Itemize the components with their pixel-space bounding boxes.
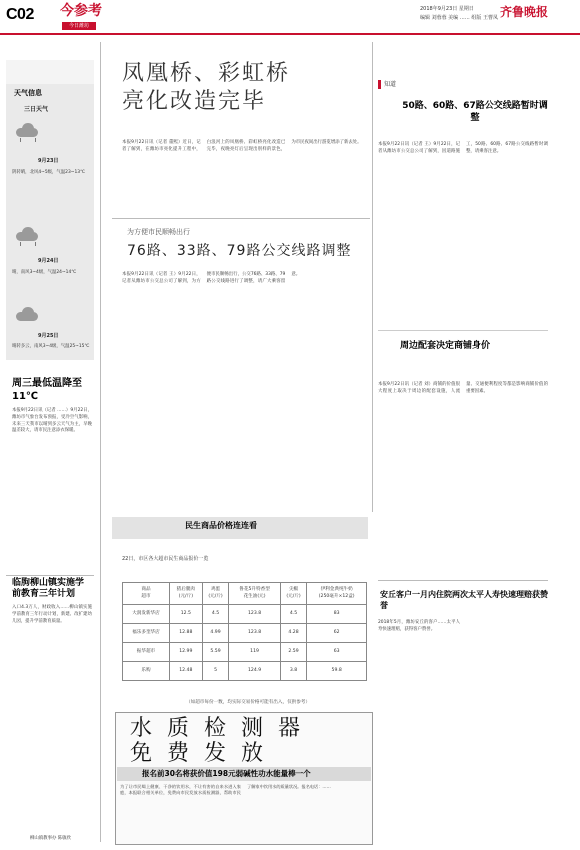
table-cell: 83 (307, 605, 367, 624)
weather-day-1-text: 阴转晴，北风4~5级，气温23~13℃ (12, 170, 85, 175)
price-table-header-row (123, 583, 367, 605)
cloud-rain-icon (14, 122, 42, 138)
table-cell: 62 (307, 624, 367, 643)
weather-section-title: 天气信息 (14, 89, 42, 97)
editor-credits: 编辑 刘蓉蓉 美编 …… 组版 王曹凤 (420, 15, 498, 21)
ad-headline-line-1: 水 质 检 测 器 (130, 716, 304, 741)
price-table (122, 582, 367, 681)
left-divider (6, 575, 94, 576)
right-divider (378, 330, 548, 331)
weather-article-body: 本报9月22日讯（记者 ……）9月22日，潍坊市气象台发布预报，受冷空气影响，未来三天我市以晴到多云天气为主，早晚温差较大，请市民注意添衣保暖。 (12, 408, 92, 434)
section-name: 今参考 (60, 3, 102, 19)
table-cell: 12.48 (169, 662, 202, 681)
weather-day-3-date: 9月25日 (38, 333, 59, 339)
school-headline: 临朐柳山镇实施学前教育三年计划 (12, 578, 85, 600)
table-cell: 12.88 (169, 624, 202, 643)
table-row (123, 662, 367, 681)
table-cell: 4.5 (280, 605, 307, 624)
lead-article-body: 本报9月22日讯（记者 董熙）近日，记者了解到，在潍坊市亮化提升工程中，白浪河上的凤凰桥、彩虹桥亮化改造已完毕，夜晚亮灯后呈现出别样的景色，为市民夜间出行游览增添了新去处。 (122, 140, 362, 152)
table-cell: 2.59 (280, 643, 307, 662)
table-cell: 123.8 (229, 605, 280, 624)
column-divider (372, 42, 373, 512)
ad-headline (130, 716, 304, 767)
weather-headline: 周三最低温降至11℃ (12, 378, 82, 402)
lead-headline-line-2: 亮化改造完毕 (122, 88, 267, 114)
column-header: 尖椒 (元/斤) (280, 583, 307, 605)
weather-title: 三日天气 (24, 106, 49, 113)
price-table-intro: 22日，市区各大超市民生商品报价一览 (122, 556, 209, 562)
table-cell: 123.8 (229, 624, 280, 643)
weather-day-2-text: 晴，南风3~4级，气温24~14℃ (12, 270, 77, 275)
section-divider (112, 218, 370, 219)
table-cell: 大润发新华店 (123, 605, 170, 624)
column-divider (100, 42, 101, 842)
page-code: C02 (6, 6, 34, 23)
table-cell: 振华超市 (123, 643, 170, 662)
column-header: 鲁花5升特香型 花生油(元) (229, 583, 280, 605)
column-header: 鸡蛋 (元/斤) (202, 583, 229, 605)
column-header: 伊利金典纯牛奶 (250毫升×12盒) (307, 583, 367, 605)
table-cell: 12.99 (169, 643, 202, 662)
table-cell: 124.9 (229, 662, 280, 681)
school-article-body: 入口4.3万人，财政收入……柳山镇实施学前教育三年行动计划，新建、改扩建幼儿园，提升学前教育质量。 (12, 605, 92, 624)
right-bus-body: 本报9月22日讯（记者 王）9月22日，记者从潍坊市公交总公司了解到，因道路施工，50路、60路、67路公交线路暂时调整，请乘客注意。 (378, 142, 548, 154)
right-divider (378, 580, 548, 581)
table-cell: 5 (202, 662, 229, 681)
bus-subheadline: 为方便市民顺畅出行 (127, 228, 190, 236)
table-cell: 福乐多奎华店 (123, 624, 170, 643)
issue-date: 2018年9月23日 星期日 (420, 6, 474, 12)
cloud-rain-icon (14, 226, 42, 242)
table-row (123, 605, 367, 624)
section-subtitle: 今日潍坊 (62, 22, 96, 30)
shop-article-body: 本报9月22日讯（记者 刘）商铺的价值很大程度上取决于周边的配套设施，人流量、交通便利程度等都是影响商铺价值的重要因素。 (378, 382, 548, 394)
weather-day-3-text: 晴转多云，南风3~4级，气温25~15℃ (12, 344, 90, 349)
table-cell: 5.59 (202, 643, 229, 662)
cloud-icon (14, 306, 42, 322)
newspaper-logo: 齐鲁晚报 (500, 5, 549, 19)
weather-day-1-date: 9月23日 (38, 158, 59, 164)
table-cell: 4.5 (202, 605, 229, 624)
school-byline: 柳山镇教事办 陈敏欣 (30, 836, 71, 841)
table-cell: 4.99 (202, 624, 229, 643)
price-table-title: 民生商品价格连连看 (185, 521, 257, 530)
ad-headline-line-2: 免 费 发 放 (130, 741, 267, 767)
table-cell: 乐购 (123, 662, 170, 681)
table-cell: 119 (229, 643, 280, 662)
table-cell: 4.28 (280, 624, 307, 643)
price-table-note: （如超市每份一数，均实际交易价格可能有出入，仅供参考） (186, 700, 311, 705)
insurance-article-body: 2018年5月，潍坊安丘的客户……太平人寿快速理赔，获得客户赞誉。 (378, 620, 460, 632)
weather-header-box (6, 60, 94, 84)
table-cell: 63 (307, 643, 367, 662)
bus-article-body: 本报9月22日讯（记者 王）9月22日，记者从潍坊市公交总公司了解到，为方便市民顺畅出行，公交76路、33路、79路公交线路进行了调整，请广大乘客留意。 (122, 272, 301, 284)
lead-headline-line-1: 凤凰桥、彩虹桥 (122, 61, 291, 86)
masthead-divider (0, 33, 580, 35)
ad-highlight-text: 报名前30名将获价值198元弱碱性功水能量棒一个 (142, 769, 311, 778)
table-cell: 12.5 (169, 605, 202, 624)
table-row (123, 624, 367, 643)
right-bus-headline: 50路、60路、67路公交线路暂时调整 (402, 101, 548, 124)
lead-headline (122, 60, 290, 115)
bus-headline: 76路、33路、79路公交线路调整 (127, 243, 352, 259)
weather-day-2-date: 9月24日 (38, 258, 59, 264)
column-header: 猪后腿肉 (元/斤) (169, 583, 202, 605)
right-section-label: 知道 (378, 80, 396, 89)
table-cell: 3.8 (280, 662, 307, 681)
column-header: 商品 超市 (123, 583, 170, 605)
table-row (123, 643, 367, 662)
shop-headline: 周边配套决定商铺身价 (400, 341, 491, 351)
ad-body: 为了让市民喝上健康、干净的饮用水，不让有害的自来水进入家庭，本报联合相关单位，免费向市民发放水质检测器，帮助市民了解家中饮用水的质量状况。报名电话：…… (120, 784, 331, 796)
table-cell: 59.8 (307, 662, 367, 681)
insurance-headline: 安丘客户一月内住院两次太平人寿快速理赔获赞誉 (380, 590, 548, 610)
